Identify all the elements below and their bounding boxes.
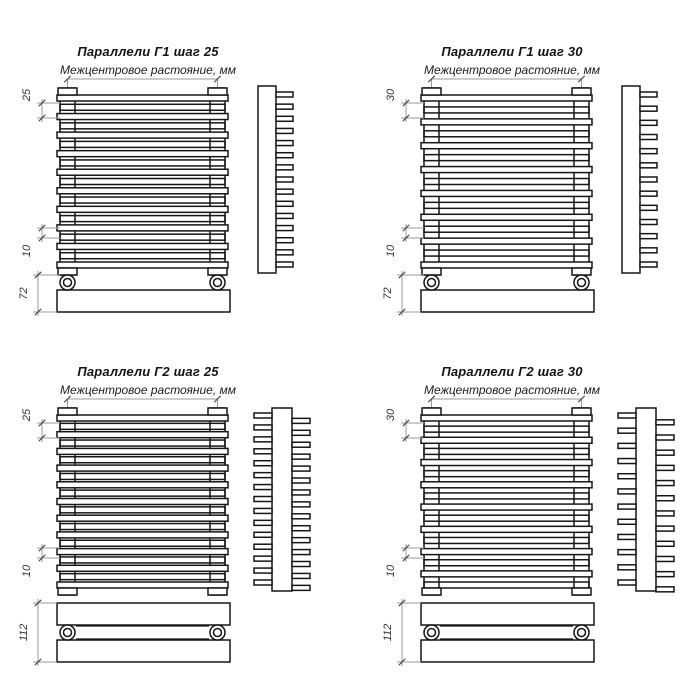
dim-gap [21, 224, 60, 257]
side-view [618, 408, 674, 592]
svg-text:112: 112 [18, 623, 30, 642]
bottom-section [57, 603, 230, 662]
front-view [421, 408, 592, 595]
front-view [57, 408, 228, 595]
panel-g1-step-30 [382, 76, 657, 316]
front-view [57, 88, 228, 275]
dim-bottom-height [18, 599, 57, 666]
panel-title-g1-step25: Параллели Г1 шаг 25 [77, 44, 219, 59]
dim-bottom-height [382, 599, 421, 666]
panel-g2-step-30 [382, 396, 674, 666]
center-distance-dim-line [64, 76, 220, 87]
svg-text:10: 10 [385, 564, 397, 578]
svg-text:10: 10 [21, 564, 33, 578]
center-distance-dim-line [428, 396, 584, 407]
bottom-section [57, 275, 230, 312]
panel-g1-step-25 [18, 76, 293, 316]
svg-text:25: 25 [21, 88, 33, 102]
center-distance-dim-line [64, 396, 220, 407]
front-view [421, 88, 592, 275]
dim-gap [385, 224, 424, 257]
panel-title-g2-step25: Параллели Г2 шаг 25 [77, 364, 219, 379]
panel-subtitle-g1-step30: Межцентровое растояние, мм [424, 63, 600, 77]
bottom-section [421, 275, 594, 312]
dim-bottom-height [382, 271, 424, 316]
center-distance-dim-line [428, 76, 584, 87]
side-view [258, 86, 293, 273]
bottom-section [421, 603, 594, 662]
svg-text:10: 10 [21, 244, 33, 258]
dim-gap [385, 544, 424, 577]
dim-step [385, 88, 424, 122]
dim-gap [21, 544, 60, 577]
svg-text:30: 30 [385, 408, 397, 422]
svg-text:72: 72 [382, 287, 394, 300]
svg-text:10: 10 [385, 244, 397, 258]
dim-step [21, 408, 60, 442]
svg-text:25: 25 [21, 408, 33, 422]
svg-text:112: 112 [382, 623, 394, 642]
svg-text:72: 72 [18, 287, 30, 300]
panel-g2-step-25 [18, 396, 310, 666]
dim-step [385, 408, 424, 442]
dim-step [21, 88, 60, 122]
side-view [254, 408, 310, 591]
panel-title-g2-step30: Параллели Г2 шаг 30 [441, 364, 583, 379]
panel-subtitle-g1-step25: Межцентровое растояние, мм [60, 63, 236, 77]
panel-title-g1-step30: Параллели Г1 шаг 30 [441, 44, 583, 59]
dim-bottom-height [18, 271, 60, 316]
panel-subtitle-g2-step30: Межцентровое растояние, мм [424, 383, 600, 397]
panel-subtitle-g2-step25: Межцентровое растояние, мм [60, 383, 236, 397]
side-view [622, 86, 657, 273]
svg-text:30: 30 [385, 88, 397, 102]
